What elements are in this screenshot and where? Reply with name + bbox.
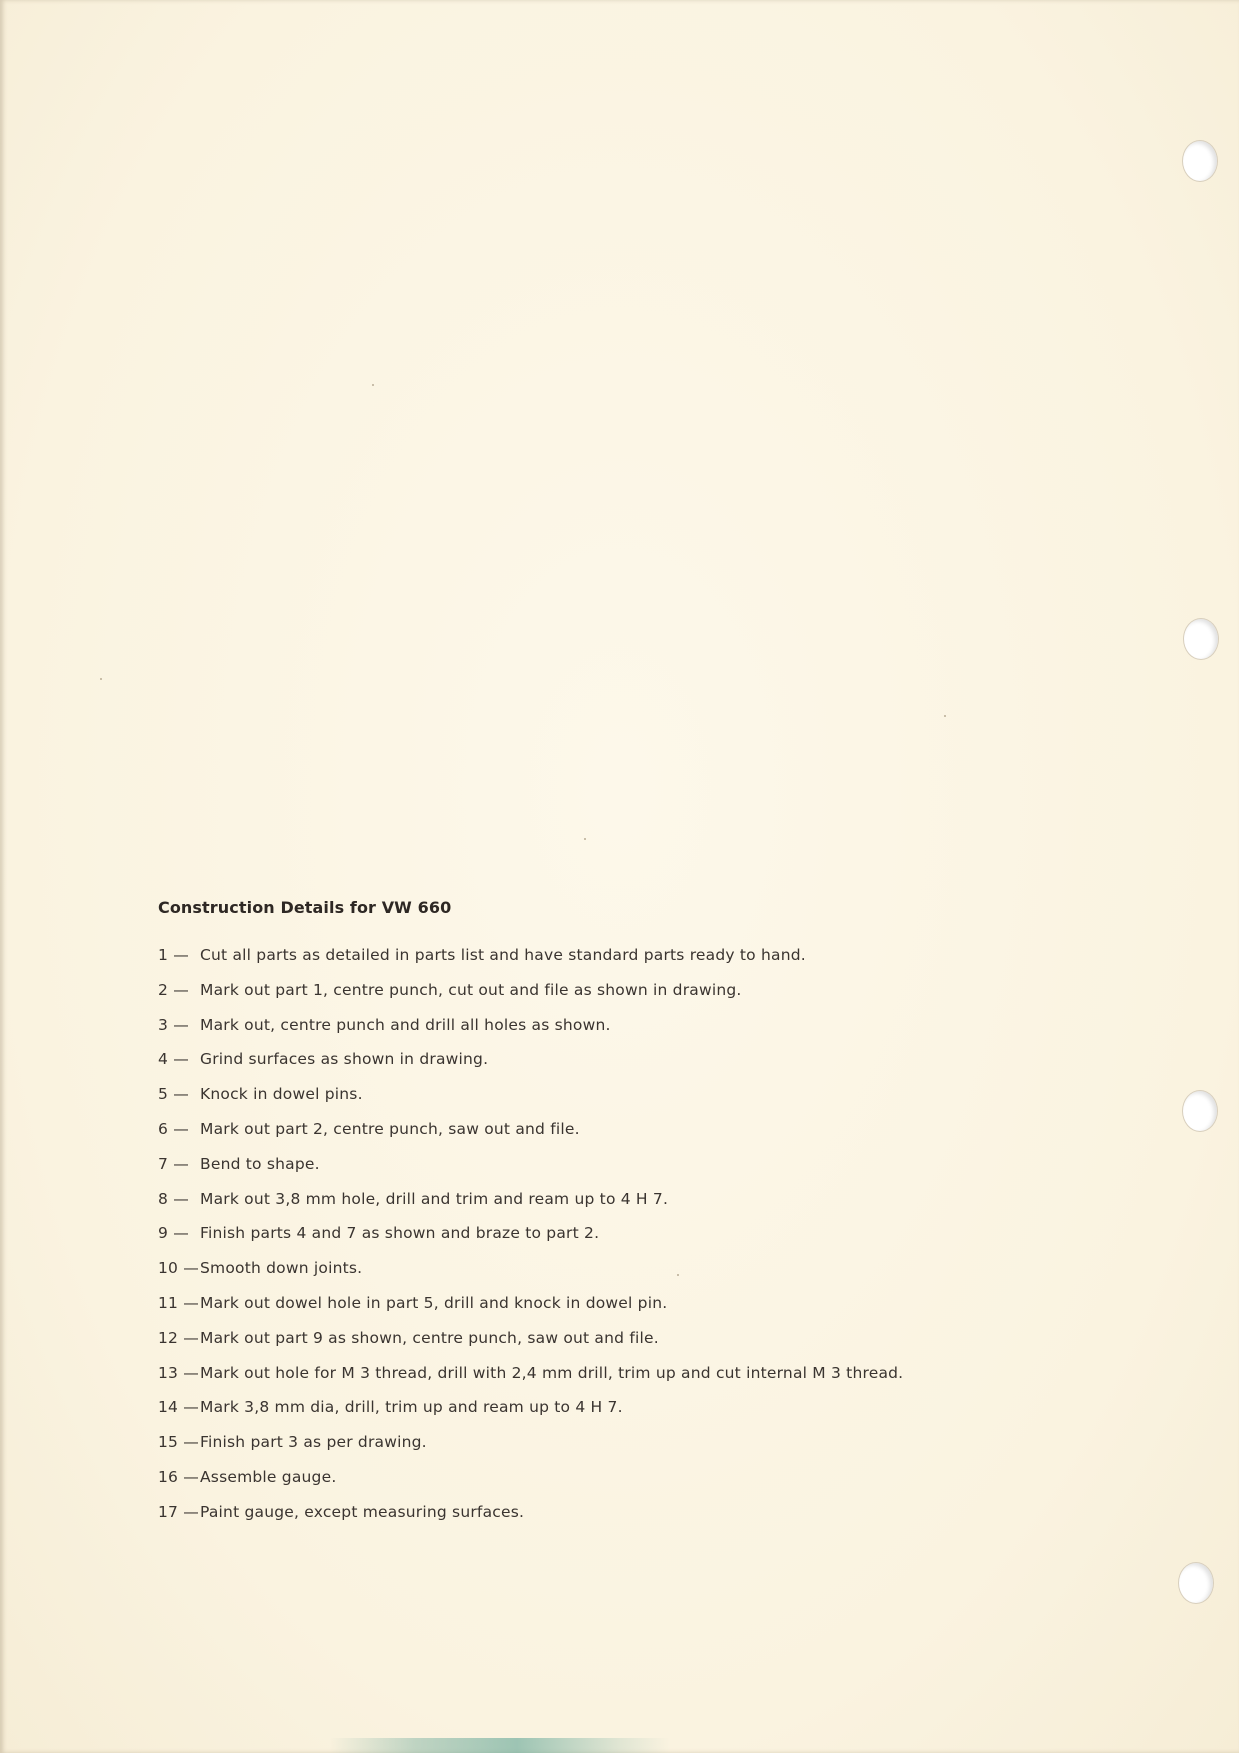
step-text: Cut all parts as detailed in parts list and have standard parts ready to hand. xyxy=(200,946,806,964)
step-number: 8 — xyxy=(158,1189,189,1208)
step-text: Mark out, centre punch and drill all holes as shown. xyxy=(200,1015,611,1034)
step-number: 17 — xyxy=(158,1502,199,1521)
step-item xyxy=(158,1257,918,1280)
step-item xyxy=(158,1501,918,1524)
step-item xyxy=(158,1466,918,1489)
punch-hole xyxy=(1182,140,1218,182)
step-item xyxy=(158,979,918,1002)
step-item xyxy=(158,1118,918,1141)
step-text: Knock in dowel pins. xyxy=(200,1085,363,1104)
paper-speck xyxy=(100,678,102,680)
punch-hole xyxy=(1182,1090,1218,1132)
step-text: Mark out part 9 as shown, centre punch, saw out and file. xyxy=(200,1328,659,1347)
step-text: Grind surfaces as shown in drawing. xyxy=(200,1050,489,1069)
step-number: 16 — xyxy=(158,1467,199,1486)
step-number: 12 — xyxy=(158,1328,199,1347)
step-number: 14 — xyxy=(158,1398,199,1417)
step-item xyxy=(158,1396,918,1419)
step-number: 2 — xyxy=(158,980,189,999)
punch-hole xyxy=(1183,618,1219,660)
step-text: Mark out hole for M 3 thread, drill with 2,4 mm drill, trim up and cut internal M 3 thread. xyxy=(200,1363,904,1382)
step-number: 4 — xyxy=(158,1050,189,1069)
step-number: 6 — xyxy=(158,1119,189,1138)
step-item xyxy=(158,1362,918,1385)
step-text: Assemble gauge. xyxy=(200,1467,337,1486)
step-item xyxy=(158,1014,918,1037)
step-text: Mark 3,8 mm dia, drill, trim up and ream up to 4 H 7. xyxy=(200,1398,623,1417)
step-text: Smooth down joints. xyxy=(200,1259,363,1278)
step-item xyxy=(158,1327,918,1350)
step-text: Mark out dowel hole in part 5, drill and knock in dowel pin. xyxy=(200,1293,668,1312)
step-item xyxy=(158,1222,918,1245)
construction-details xyxy=(158,898,918,1536)
step-number: 1 — xyxy=(158,946,189,964)
punch-hole xyxy=(1178,1562,1214,1604)
step-item xyxy=(158,1083,918,1106)
step-text: Finish parts 4 and 7 as shown and braze to part 2. xyxy=(200,1224,600,1243)
paper-speck xyxy=(944,715,946,717)
step-text: Bend to shape. xyxy=(200,1154,320,1173)
paper-speck xyxy=(372,384,374,386)
step-item xyxy=(158,1048,918,1071)
step-number: 9 — xyxy=(158,1224,189,1243)
step-item xyxy=(158,944,918,967)
step-item xyxy=(158,1188,918,1211)
step-number: 5 — xyxy=(158,1085,189,1104)
document-title: Construction Details for VW 660 xyxy=(158,898,452,917)
paper-stain xyxy=(330,1738,670,1753)
step-number: 15 — xyxy=(158,1433,199,1452)
step-item xyxy=(158,1292,918,1315)
steps-list xyxy=(158,944,918,1524)
step-text: Mark out part 2, centre punch, saw out and file. xyxy=(200,1119,580,1138)
step-text: Mark out part 1, centre punch, cut out and file as shown in drawing. xyxy=(200,980,742,999)
step-number: 11 — xyxy=(158,1293,199,1312)
step-number: 13 — xyxy=(158,1363,199,1382)
step-text: Finish part 3 as per drawing. xyxy=(200,1433,427,1452)
step-number: 3 — xyxy=(158,1015,189,1034)
paper-speck xyxy=(584,838,586,840)
step-number: 7 — xyxy=(158,1154,189,1173)
step-item xyxy=(158,1153,918,1176)
step-text: Paint gauge, except measuring surfaces. xyxy=(200,1502,525,1521)
step-number: 10 — xyxy=(158,1259,199,1278)
step-item xyxy=(158,1431,918,1454)
step-text: Mark out 3,8 mm hole, drill and trim and ream up to 4 H 7. xyxy=(200,1189,669,1208)
